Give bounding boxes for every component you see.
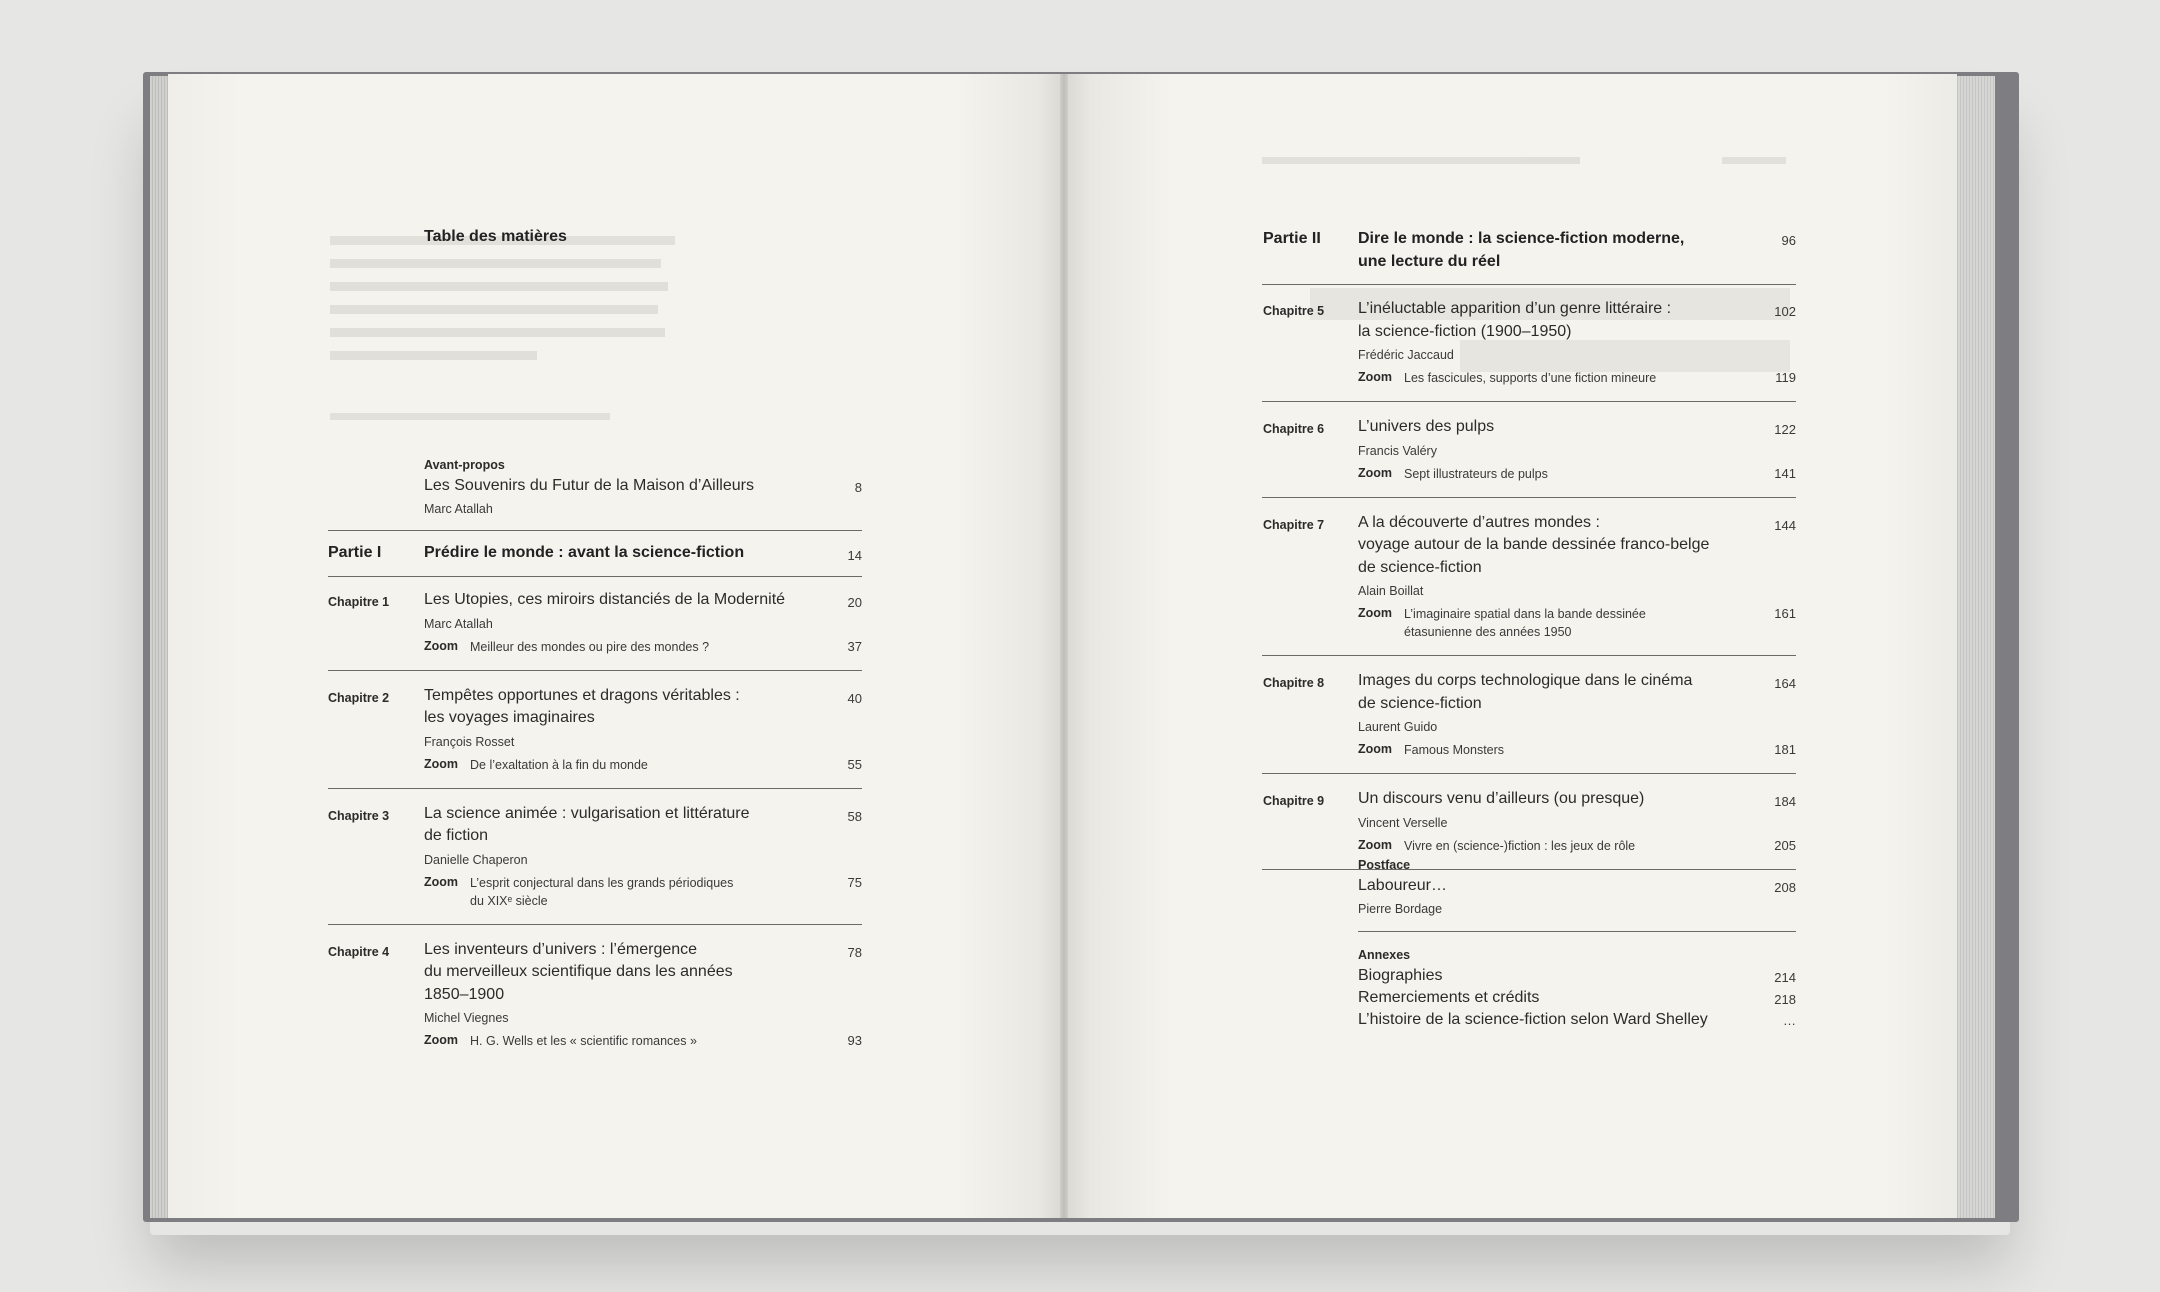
chapter-author: François Rosset <box>424 734 515 749</box>
postface-label: Postface <box>1358 858 1411 872</box>
zoom-label: Zoom <box>1358 370 1393 384</box>
rule <box>328 924 862 925</box>
annex-page: 214 <box>1774 970 1796 985</box>
zoom-page: 161 <box>1774 606 1796 621</box>
postface-page: 208 <box>1774 880 1796 895</box>
chapter-label: Chapitre 6 <box>1263 422 1325 436</box>
chapter-title-line: de science-fiction <box>1358 694 1482 712</box>
chapter-author: Marc Atallah <box>424 616 493 631</box>
zoom-title <box>1404 465 1548 483</box>
rule <box>328 530 862 531</box>
chapter-title-line: les voyages imaginaires <box>424 709 595 726</box>
part-label: Partie I <box>328 544 382 561</box>
chapter-label: Chapitre 7 <box>1263 517 1325 532</box>
annex-item: Biographies <box>1358 967 1443 984</box>
chapter-title-line: de fiction <box>424 827 489 844</box>
chapter-title-line: Les Utopies, ces miroirs distanciés de la Modernité <box>424 591 786 608</box>
chapter-page: 184 <box>1774 794 1796 809</box>
chapter-title <box>424 685 740 730</box>
chapter-title <box>1358 416 1494 439</box>
avant-propos-author: Marc Atallah <box>424 502 493 516</box>
chapter-page: 122 <box>1774 422 1796 437</box>
rule <box>1262 773 1796 774</box>
chapter-page: 102 <box>1774 304 1796 319</box>
chapter-author: Francis Valéry <box>1358 443 1437 458</box>
chapter-author: Michel Viegnes <box>424 1011 509 1025</box>
chapter-label: Chapitre 4 <box>328 944 390 959</box>
chapter-author: Danielle Chaperon <box>424 852 528 867</box>
annex-item: L’histoire de la science-fiction selon Ward Shelley <box>1358 1011 1708 1028</box>
rule <box>328 670 862 671</box>
annex-item: Remerciements et crédits <box>1358 989 1540 1006</box>
annexes-label: Annexes <box>1358 948 1411 962</box>
zoom-title-line: L’imaginaire spatial dans la bande dessinée <box>1404 607 1646 621</box>
chapter-title-line: Tempêtes opportunes et dragons véritables : <box>424 686 740 704</box>
rule <box>328 576 862 577</box>
chapter-page: 40 <box>847 690 862 706</box>
annex-page: … <box>1783 1013 1796 1028</box>
postface-title: Laboureur… <box>1358 877 1447 894</box>
zoom-label: Zoom <box>424 756 459 771</box>
part-page: 14 <box>847 548 862 563</box>
zoom-title-line: du XIXᵉ siècle <box>470 893 548 908</box>
zoom-page: 37 <box>847 638 862 654</box>
part-title: Dire le monde : la science-fiction moderne, une lecture du réel <box>1358 230 1685 270</box>
zoom-page: 93 <box>847 1033 862 1048</box>
zoom-title-line: L’esprit conjectural dans les grands périodiques <box>470 875 734 890</box>
chapter-page: 58 <box>847 808 862 824</box>
chapter-author: Frédéric Jaccaud <box>1358 348 1454 362</box>
chapter-author: Laurent Guido <box>1358 720 1438 734</box>
zoom-page: 205 <box>1774 837 1796 853</box>
zoom-title <box>470 638 709 656</box>
zoom-page: 181 <box>1774 742 1796 757</box>
chapter-author: Vincent Verselle <box>1358 815 1448 830</box>
chapter-title <box>1358 298 1671 343</box>
zoom-label: Zoom <box>1358 606 1393 620</box>
chapter-title-line: voyage autour de la bande dessinée franco-belge <box>1358 536 1710 553</box>
zoom-title <box>1404 837 1635 855</box>
zoom-title <box>470 874 733 910</box>
zoom-title-line: Famous Monsters <box>1404 743 1505 757</box>
zoom-title-line: Les fascicules, supports d’une fiction mineure <box>1404 371 1657 385</box>
chapter-page: 144 <box>1774 517 1796 533</box>
chapter-page: 78 <box>847 944 862 960</box>
chapter-title-line: de science-fiction <box>1358 558 1482 576</box>
part-page: 96 <box>1781 233 1796 248</box>
chapter-title <box>424 803 750 848</box>
chapter-label: Chapitre 9 <box>1263 794 1325 808</box>
chapter-label: Chapitre 8 <box>1263 676 1325 690</box>
zoom-page: 119 <box>1775 370 1796 385</box>
zoom-title <box>470 756 648 774</box>
show-through-text <box>330 228 675 388</box>
avant-propos-label: Avant-propos <box>424 458 505 472</box>
zoom-page: 141 <box>1774 465 1796 481</box>
chapter-label: Chapitre 3 <box>328 808 390 823</box>
zoom-title-line: étasunienne des années 1950 <box>1404 625 1572 639</box>
zoom-page: 55 <box>847 756 862 772</box>
chapter-title <box>1358 670 1692 715</box>
rule <box>1262 869 1796 870</box>
annex-page: 218 <box>1774 992 1796 1007</box>
chapter-title-line: du merveilleux scientifique dans les années <box>424 963 733 980</box>
rule <box>1262 497 1796 498</box>
page-edges-left <box>150 76 170 1218</box>
zoom-title-line: Meilleur des mondes ou pire des mondes ? <box>470 639 710 654</box>
chapter-title-line: A la découverte d’autres mondes : <box>1358 513 1600 531</box>
zoom-title-line: Sept illustrateurs de pulps <box>1404 466 1548 481</box>
rule <box>1262 284 1796 285</box>
chapter-title <box>424 939 733 1007</box>
zoom-label: Zoom <box>424 1033 459 1047</box>
chapter-title-line: L’inéluctable apparition d’un genre littéraire : <box>1358 300 1672 317</box>
zoom-title-line: Vivre en (science-)fiction : les jeux de rôle <box>1404 838 1636 853</box>
avant-propos-page: 8 <box>854 480 862 495</box>
chapter-title-line: L’univers des pulps <box>1358 418 1495 435</box>
show-through-text <box>1262 148 1792 171</box>
page-edges-right <box>1955 76 1995 1218</box>
chapter-title <box>1358 788 1644 811</box>
chapter-title-line: La science animée : vulgarisation et littérature <box>424 804 750 822</box>
zoom-title <box>1404 741 1504 759</box>
rule <box>328 788 862 789</box>
chapter-title-line: la science-fiction (1900–1950) <box>1358 322 1572 340</box>
zoom-title <box>1404 605 1646 641</box>
chapter-title <box>424 589 785 612</box>
part-label: Partie II <box>1263 230 1321 247</box>
zoom-label: Zoom <box>1358 465 1393 480</box>
part-title: Prédire le monde : avant la science-fiction <box>424 544 745 561</box>
zoom-page: 75 <box>847 874 862 890</box>
chapter-page: 164 <box>1774 676 1796 691</box>
zoom-title-line: De l’exaltation à la fin du monde <box>470 757 648 772</box>
book-gutter <box>1060 74 1068 1218</box>
chapter-title-line: 1850–1900 <box>424 985 505 1003</box>
show-through-text <box>330 413 610 420</box>
chapter-page: 20 <box>847 595 862 610</box>
zoom-label: Zoom <box>1358 837 1393 852</box>
toc-title: Table des matières <box>424 228 567 245</box>
rule <box>1262 401 1796 402</box>
chapter-title-line: Un discours venu d’ailleurs (ou presque) <box>1358 790 1645 807</box>
zoom-title <box>1404 369 1656 387</box>
chapter-label: Chapitre 2 <box>328 690 390 705</box>
chapter-author: Alain Boillat <box>1358 584 1424 598</box>
zoom-title <box>470 1032 697 1050</box>
chapter-title-line: Les inventeurs d’univers : l’émergence <box>424 940 698 958</box>
chapter-label: Chapitre 5 <box>1263 304 1325 318</box>
chapter-title <box>1358 512 1709 580</box>
zoom-title-line: H. G. Wells et les « scientific romances » <box>470 1034 697 1048</box>
rule <box>1262 655 1796 656</box>
chapter-label: Chapitre 1 <box>328 595 390 609</box>
avant-propos-title: Les Souvenirs du Futur de la Maison d’Ailleurs <box>424 477 754 494</box>
zoom-label: Zoom <box>1358 742 1393 756</box>
chapter-title-line: Images du corps technologique dans le cinéma <box>1358 672 1693 689</box>
rule <box>1358 931 1796 932</box>
zoom-label: Zoom <box>424 874 459 889</box>
postface-author: Pierre Bordage <box>1358 902 1443 916</box>
zoom-label: Zoom <box>424 638 459 653</box>
